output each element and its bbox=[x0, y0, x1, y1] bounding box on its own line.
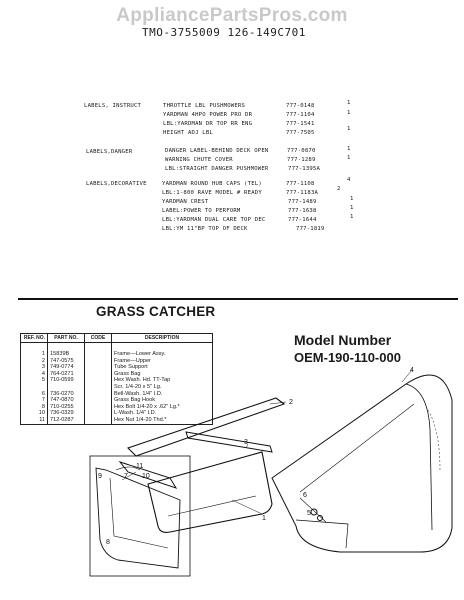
label-qty: 4 bbox=[347, 177, 351, 183]
cell-part-no: 736-0329 bbox=[48, 410, 85, 417]
document-id: TMO-3755009 126-149C701 bbox=[142, 26, 306, 39]
callout-10: 10 bbox=[142, 473, 150, 480]
label-qty: 1 bbox=[347, 100, 351, 106]
cell-description: Grass Bag bbox=[112, 371, 213, 378]
cell-description: Grass Bag Hook bbox=[112, 397, 213, 404]
label-part-number: 777-7505 bbox=[286, 130, 315, 136]
cell-ref-no: 4 bbox=[21, 371, 48, 378]
label-desc: LBL:1-800 RAVE MODEL # READY bbox=[162, 190, 262, 196]
header-desc: DESCRIPTION bbox=[112, 334, 213, 343]
site-watermark: AppliancePartsPros.com bbox=[116, 5, 348, 26]
hex-nut bbox=[311, 509, 317, 515]
label-part-number: 777-0870 bbox=[287, 148, 316, 154]
label-desc: WARNING CHUTE COVER bbox=[165, 157, 233, 163]
label-desc: LBL:YM 11"BP TOP OF DECK bbox=[162, 226, 248, 232]
inset-frame bbox=[90, 456, 190, 576]
label-desc: YARDMAN ROUND HUB CAPS (TEL) bbox=[162, 181, 262, 187]
cell-ref-no: 6 bbox=[21, 391, 48, 398]
grass-bag-hook bbox=[96, 468, 180, 568]
cell-part-no: 712-0287 bbox=[48, 417, 85, 424]
cell-description: Bell-Wash. 1/4" I.D. bbox=[112, 391, 213, 398]
label-part-number: 777-1638 bbox=[288, 208, 317, 214]
cell-part-no: 747-0870 bbox=[48, 397, 85, 404]
model-number-label: Model Number bbox=[294, 332, 392, 348]
label-qty: 1 bbox=[347, 126, 351, 132]
category-label-decorative: LABELS,DECORATIVE bbox=[86, 181, 147, 187]
callout-2: 2 bbox=[289, 399, 293, 406]
category-label-instruct: LABELS, INSTRUCT bbox=[84, 103, 142, 109]
label-part-number: 777-1395A bbox=[288, 166, 321, 172]
label-desc: LBL:YARDMAN DUAL CARE TOP DEC bbox=[162, 217, 266, 223]
cell-description: Scr. 1/4-20 x 5" Lg. bbox=[112, 384, 213, 391]
label-part-number: 777-1183A bbox=[286, 190, 319, 196]
cell-ref-no: 7 bbox=[21, 397, 48, 404]
label-desc: YARDMAN CREST bbox=[162, 199, 209, 205]
header-ref: REF. NO. bbox=[21, 334, 48, 343]
label-desc: LABEL:POWER TO PERFORM bbox=[162, 208, 241, 214]
label-part-number: 777-1819 bbox=[296, 226, 325, 232]
lower-frame bbox=[148, 452, 272, 532]
label-part-number: 777-0148 bbox=[286, 103, 315, 109]
label-desc: THROTTLE LBL PUSHMOWERS bbox=[163, 103, 246, 109]
header-code: CODE bbox=[85, 334, 112, 343]
cell-description: Hex Wash. Hd. TT-Tap bbox=[112, 377, 213, 384]
cell-description: Hex Bolt 1/4-20 x .62" Lg.* bbox=[112, 404, 213, 411]
label-qty: 1 bbox=[350, 205, 354, 211]
cell-part-no: 736-0270 bbox=[48, 391, 85, 398]
label-part-number: 777-1489 bbox=[288, 199, 317, 205]
cell-part-no: 15839B bbox=[48, 351, 85, 358]
label-part-number: 777-1541 bbox=[286, 121, 315, 127]
label-desc: LBL:STRAIGHT DANGER PUSHMOWER bbox=[165, 166, 269, 172]
callout-5: 5 bbox=[307, 510, 311, 517]
cell-ref-no: 11 bbox=[21, 417, 48, 424]
cell-ref-no: 8 bbox=[21, 404, 48, 411]
callout-8: 8 bbox=[106, 539, 110, 546]
cell-ref-no: 5 bbox=[21, 377, 48, 384]
cell-ref-no: 1 bbox=[21, 351, 48, 358]
callout-9: 9 bbox=[98, 473, 102, 480]
cell-description: L-Wash. 1/4" I.D. bbox=[112, 410, 213, 417]
label-desc: LBL:YARDMAN DR TOP RR ENG bbox=[163, 121, 253, 127]
label-qty: 1 bbox=[347, 146, 351, 152]
cell-part-no: 710-0255 bbox=[48, 404, 85, 411]
upper-frame bbox=[128, 398, 284, 456]
callout-11: 11 bbox=[136, 463, 144, 470]
grass-bag bbox=[272, 375, 452, 552]
cell-description: Hex Nut 1/4-20 Thd.* bbox=[112, 417, 213, 424]
callout-3: 3 bbox=[244, 439, 248, 446]
label-part-number: 777-1289 bbox=[287, 157, 316, 163]
header-part: PART NO. bbox=[48, 334, 85, 343]
section-title: GRASS CATCHER bbox=[96, 304, 216, 319]
model-number-value: OEM-190-110-000 bbox=[294, 350, 401, 365]
cell-ref-no: 2 bbox=[21, 358, 48, 365]
cell-part-no: 747-0575 bbox=[48, 358, 85, 365]
label-qty: 1 bbox=[350, 196, 354, 202]
cell-part-no: 710-0599 bbox=[48, 377, 85, 384]
label-desc: HEIGHT ADJ LBL bbox=[163, 130, 213, 136]
label-desc: DANGER LABEL-BEHIND DECK OPEN bbox=[165, 148, 269, 154]
cell-part-no: 749-0774 bbox=[48, 364, 85, 371]
cell-description: Tube Support bbox=[112, 364, 213, 371]
cell-ref-no: 10 bbox=[21, 410, 48, 417]
cell-description: Frame—Upper bbox=[112, 358, 213, 365]
label-qty: 1 bbox=[350, 214, 354, 220]
tube-support bbox=[186, 432, 272, 452]
label-qty: 1 bbox=[347, 155, 351, 161]
callout-6: 6 bbox=[303, 492, 307, 499]
label-part-number: 777-1104 bbox=[286, 112, 315, 118]
callout-7: 7 bbox=[124, 473, 128, 480]
label-part-number: 777-1108 bbox=[286, 181, 315, 187]
cell-description: Frame—Lower Assy. bbox=[112, 351, 213, 358]
label-part-number: 777-1644 bbox=[288, 217, 317, 223]
cell-part-no: 764-0271 bbox=[48, 371, 85, 378]
label-qty: 2 bbox=[337, 186, 341, 192]
callout-4: 4 bbox=[410, 367, 414, 374]
cell-ref-no: 3 bbox=[21, 364, 48, 371]
label-desc: YARDMAN 4HPO POWER PRO DR bbox=[163, 112, 253, 118]
label-qty: 1 bbox=[347, 110, 351, 116]
category-label-danger: LABELS,DANGER bbox=[86, 149, 133, 155]
callout-1: 1 bbox=[262, 515, 266, 522]
